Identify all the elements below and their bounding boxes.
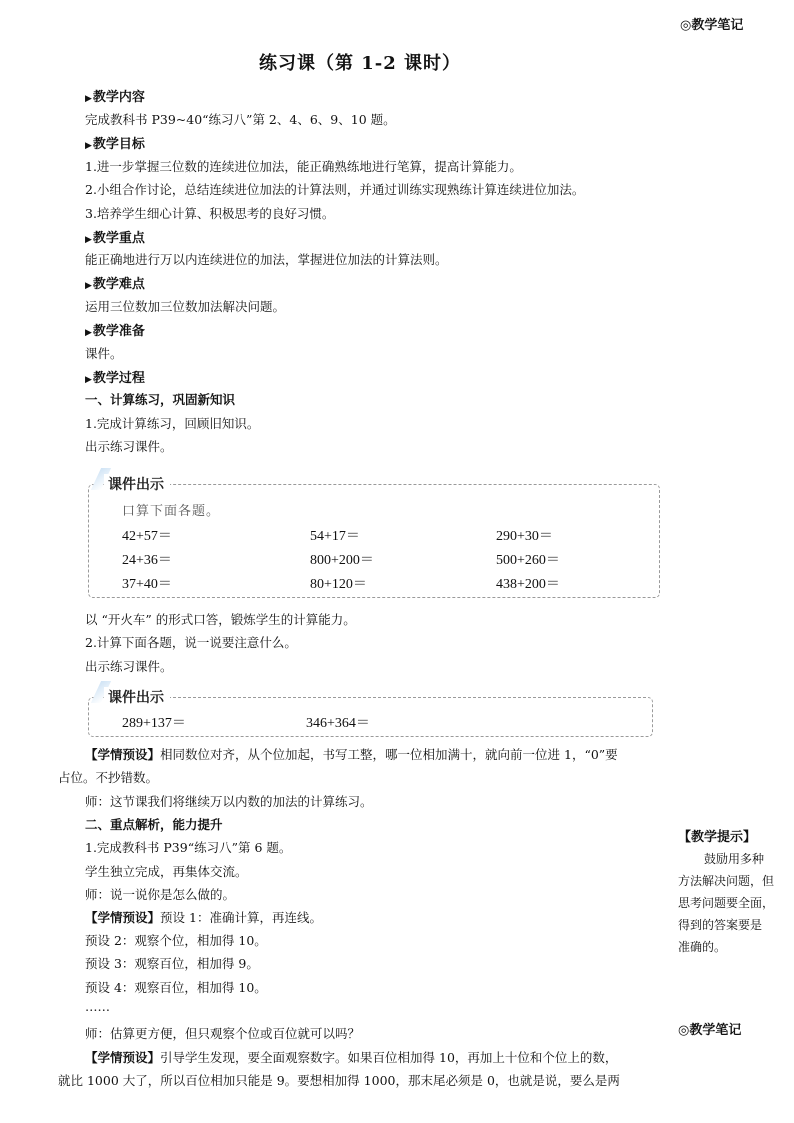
- preset-line-cont: 就比 1000 大了，所以百位相加只能是 9。要想相加得 1000，那末尾必须是 0，也就是说，要么是两: [58, 1073, 620, 1088]
- part1-line: 2.计算下面各题，说一说要注意什么。: [85, 635, 297, 650]
- part1-line: 出示练习课件。: [85, 439, 173, 454]
- preset-line-cont: 占位。不抄错数。: [58, 770, 159, 785]
- difficulty-text: 运用三位数加三位数加法解决问题。: [85, 299, 286, 314]
- preset-line: 【学情预设】预设 1：准确计算，再连线。: [85, 910, 322, 925]
- prep-text: 课件。: [85, 346, 123, 361]
- triangle-bullet-icon: ▶: [85, 141, 92, 151]
- equation: 500+260＝: [496, 553, 560, 568]
- tip-line: 鼓励用多种: [704, 852, 765, 866]
- equation: 438+200＝: [496, 577, 560, 592]
- section-heading-prep: ▶教学准备: [85, 324, 145, 339]
- teaching-notes-label: ◎教学笔记: [678, 1023, 742, 1038]
- ellipsis: ……: [85, 999, 110, 1014]
- goal-item: 2.小组合作讨论，总结连续进位加法的计算法则，并通过训练实现熟练计算连续进位加法。: [85, 182, 585, 197]
- key-text: 能正确地进行万以内连续进位的加法，掌握进位加法的计算法则。: [85, 252, 448, 267]
- part1-heading: 一、计算练习，巩固新知识: [85, 392, 236, 407]
- courseware-tab-1: 课件出示: [104, 474, 170, 494]
- tip-line: 准确的。: [678, 940, 727, 954]
- preset-line: 【学情预设】引导学生发现，要全面观察数字。如果百位相加得 10，再加上十位和个位上的数，: [85, 1050, 618, 1065]
- teacher-line: 师：这节课我们将继续万以内数的加法的计算练习。: [85, 794, 373, 809]
- teaching-tip-heading: 【教学提示】: [678, 830, 757, 845]
- section-heading-goals: ▶教学目标: [85, 137, 145, 152]
- section-heading-content: ▶教学内容: [85, 90, 145, 105]
- page-title: 练习课（第 1-2 课时）: [258, 53, 462, 74]
- part1-line: 1.完成计算练习，回顾旧知识。: [85, 416, 260, 431]
- courseware-tab-2: 课件出示: [104, 687, 170, 707]
- teaching-tip-text: [678, 848, 778, 958]
- equation: 290+30＝: [496, 529, 553, 544]
- equation: 800+200＝: [310, 553, 374, 568]
- equation: 54+17＝: [310, 529, 360, 544]
- teaching-notes-label: ◎教学笔记: [680, 18, 744, 33]
- section-heading-key: ▶教学重点: [85, 231, 145, 246]
- teacher-line: 师：估算更方便，但只观察个位或百位就可以吗？: [85, 1026, 361, 1041]
- goal-item: 3.培养学生细心计算、积极思考的良好习惯。: [85, 206, 335, 221]
- part2-line: 师：说一说你是怎么做的。: [85, 887, 236, 902]
- triangle-bullet-icon: ▶: [85, 281, 92, 291]
- part2-line: 预设 4：观察百位，相加得 10。: [85, 980, 267, 995]
- part2-line: 学生独立完成，再集体交流。: [85, 864, 248, 879]
- tip-line: 方法解决问题，但: [678, 874, 775, 888]
- section-heading-process: ▶教学过程: [85, 371, 145, 386]
- equation: 42+57＝: [122, 529, 172, 544]
- triangle-bullet-icon: ▶: [85, 94, 92, 104]
- preset-line: 【学情预设】相同数位对齐，从个位加起，书写工整，哪一位相加满十，就向前一位进 1，“0”要: [85, 747, 618, 762]
- box1-subtitle: 口算下面各题。: [122, 504, 221, 519]
- equation: 346+364＝: [306, 716, 370, 731]
- tip-line: 得到的答案要是: [678, 918, 763, 932]
- part2-heading: 二、重点解析，能力提升: [85, 817, 223, 832]
- part2-line: 预设 3：观察百位，相加得 9。: [85, 956, 259, 971]
- equation: 37+40＝: [122, 577, 172, 592]
- equation: 24+36＝: [122, 553, 172, 568]
- goal-item: 1.进一步掌握三位数的连续进位加法，能正确熟练地进行笔算，提高计算能力。: [85, 159, 522, 174]
- part2-line: 预设 2：观察个位，相加得 10。: [85, 933, 267, 948]
- part1-line: 以 “开火车” 的形式口答，锻炼学生的计算能力。: [85, 612, 356, 627]
- section-heading-difficulty: ▶教学难点: [85, 277, 145, 292]
- triangle-bullet-icon: ▶: [85, 235, 92, 245]
- equation: 80+120＝: [310, 577, 367, 592]
- equation: 289+137＝: [122, 716, 186, 731]
- part1-line: 出示练习课件。: [85, 659, 173, 674]
- tip-line: 思考问题要全面，: [678, 896, 775, 910]
- triangle-bullet-icon: ▶: [85, 375, 92, 385]
- part2-line: 1.完成教科书 P39“练习八”第 6 题。: [85, 840, 292, 855]
- content-text: 完成教科书 P39~40“练习八”第 2、4、6、9、10 题。: [85, 112, 396, 127]
- triangle-bullet-icon: ▶: [85, 328, 92, 338]
